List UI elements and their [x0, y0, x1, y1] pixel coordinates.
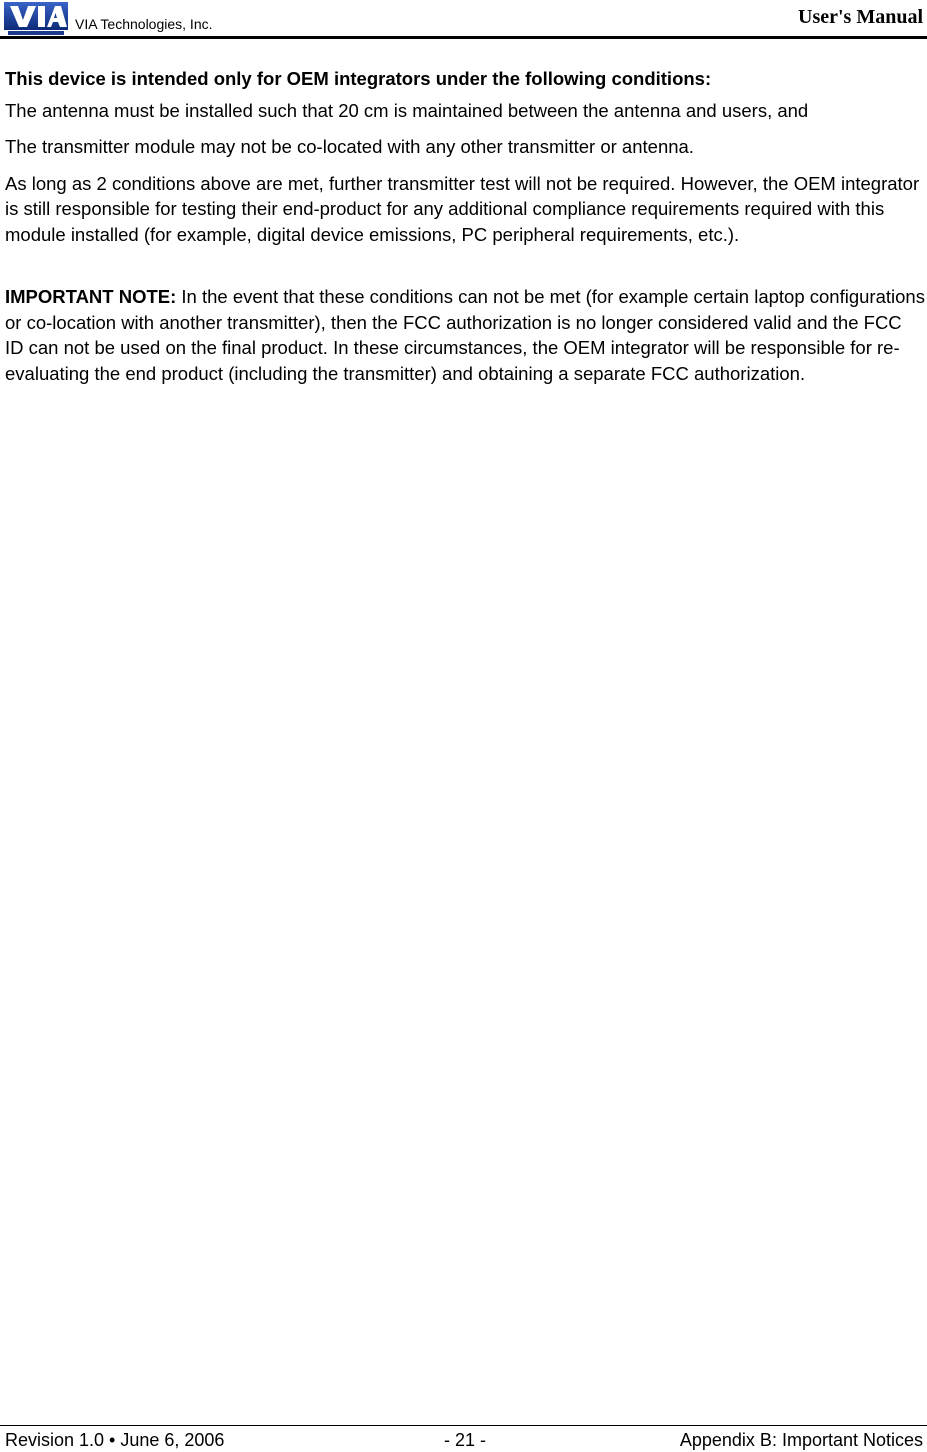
footer-divider	[0, 1425, 927, 1426]
conditions-heading: This device is intended only for OEM integrators under the following conditions:	[5, 68, 712, 89]
page-header	[0, 0, 927, 40]
company-name: VIA Technologies, Inc.	[75, 16, 213, 32]
document-title: User's Manual	[798, 6, 923, 28]
important-note-text: In the event that these conditions can not be met (for example certain laptop configurations or co-location with another transmitter), then the FCC authorization is no longer considered valid and the FCC ID can not be used on the final product. In these circumstances, the OEM integrator will be responsible for re-evaluating the end product (including the transmitter) and obtaining a separate FCC authorization.	[5, 286, 925, 384]
via-logo-icon	[4, 2, 68, 36]
header-divider	[0, 36, 927, 39]
page-footer	[0, 1430, 927, 1452]
footer-section: Appendix B: Important Notices	[679, 1430, 923, 1450]
important-note	[5, 284, 925, 386]
footer-page-number: - 21 -	[444, 1430, 487, 1450]
important-note-label: IMPORTANT NOTE:	[5, 286, 177, 307]
paragraph-transmitter: The transmitter module may not be co-located with any other transmitter or antenna.	[5, 136, 694, 157]
footer-revision: Revision 1.0 • June 6, 2006	[5, 1430, 225, 1450]
paragraph-conditions-met: As long as 2 conditions above are met, further transmitter test will not be required. However, the OEM integrator is still responsible for testing their end-product for any additional compliance requirements required with this module installed (for example, digital device emissions, PC peripheral requirements, etc.).	[5, 172, 920, 245]
paragraph-antenna: The antenna must be installed such that 20 cm is maintained between the antenna and users, and	[5, 99, 809, 121]
page-content	[5, 66, 925, 386]
